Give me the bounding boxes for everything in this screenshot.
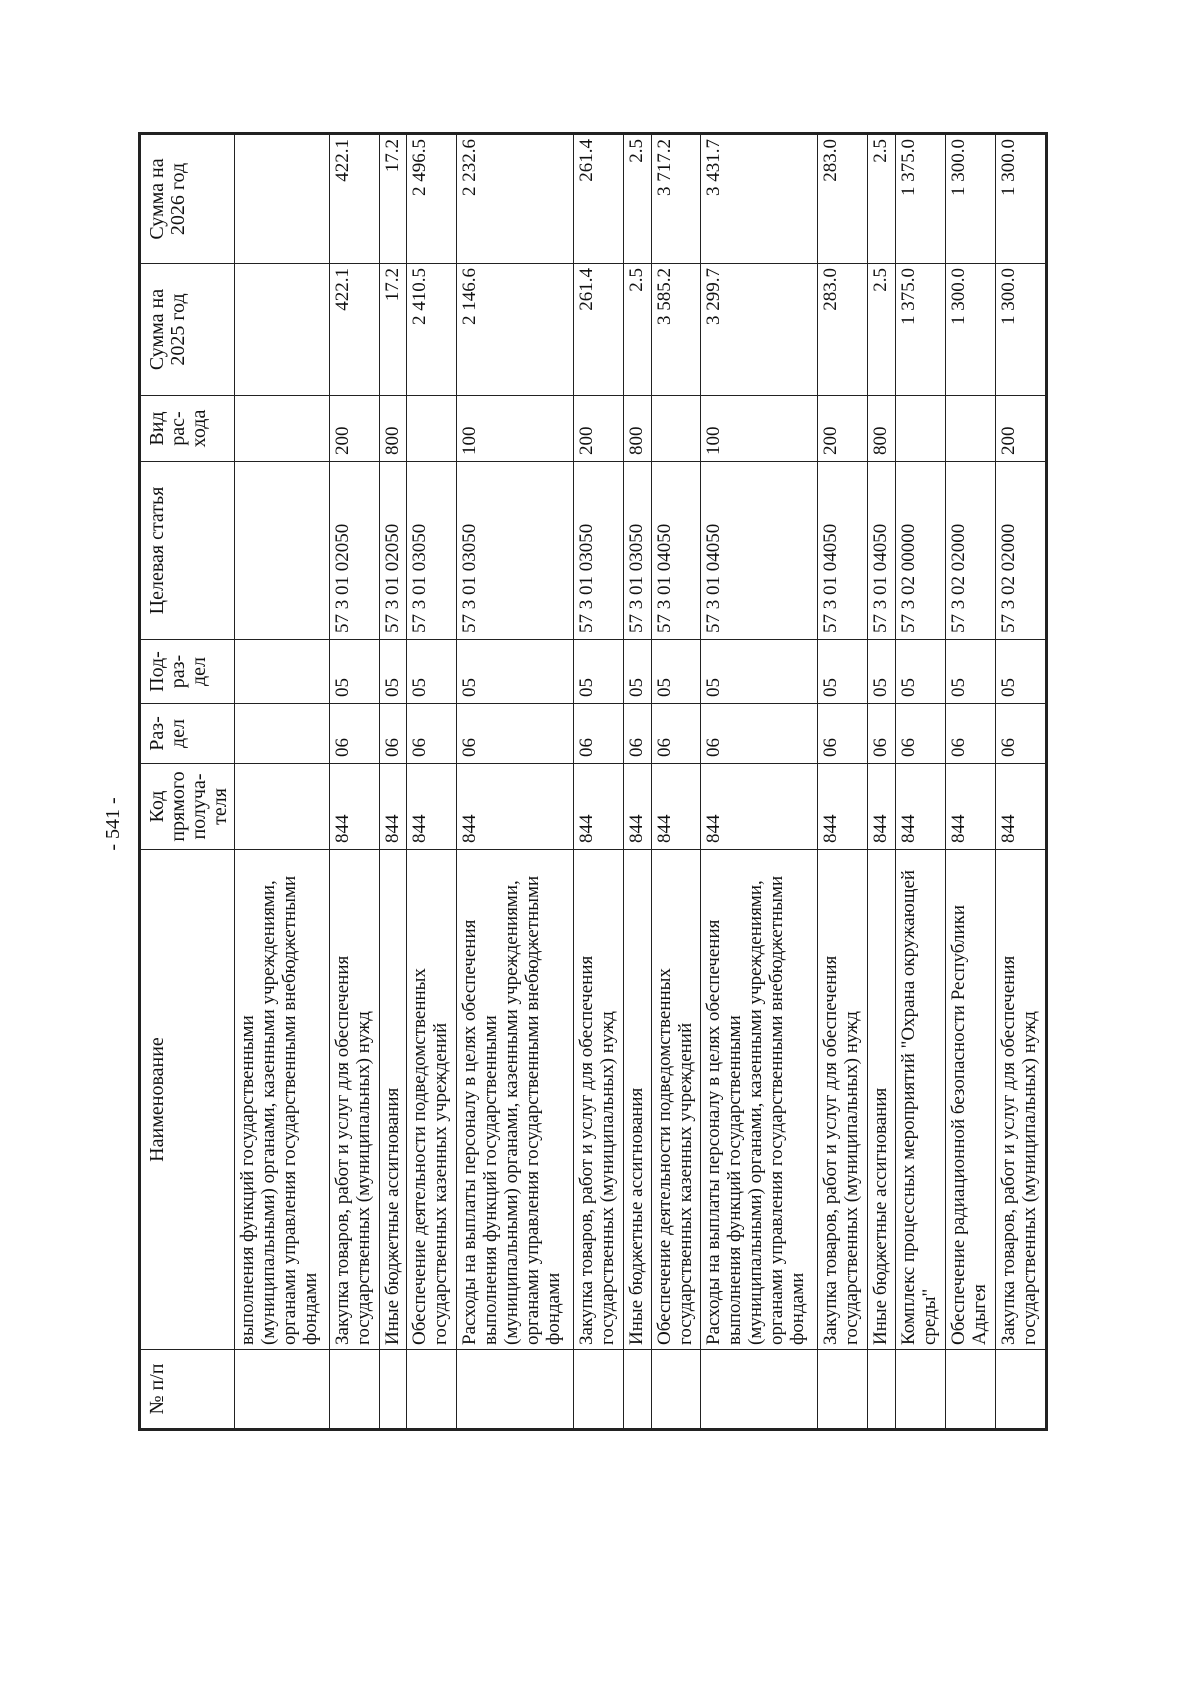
cell-no — [995, 1350, 1046, 1430]
cell-name: Закупка товаров, работ и услуг для обеспечения государственных (муниципальных) нужд — [329, 850, 379, 1350]
cell-sum-2026: 1 375.0 — [895, 134, 945, 264]
table-body — [235, 134, 1047, 1430]
cell-no — [868, 1350, 896, 1430]
cell-no — [651, 1350, 701, 1430]
cell-name: выполнения функций государственными (муниципальными) органами, казенными учреждениями, органами управления государственными внебюджетными фондами — [235, 850, 330, 1350]
cell-subsection: 05 — [895, 640, 945, 704]
cell-expense-type: 800 — [868, 396, 896, 462]
cell-subsection: 05 — [329, 640, 379, 704]
cell-sum-2026: 1 300.0 — [945, 134, 995, 264]
cell-article: 57 3 01 04050 — [868, 462, 896, 640]
cell-subsection: 05 — [407, 640, 457, 704]
cell-name: Расходы на выплаты персоналу в целях обеспечения выполнения функций государственными (муниципальными) органами, казенными учреждениями, органами управления государственными внебюджетными фондами — [701, 850, 818, 1350]
table-row — [573, 134, 623, 1430]
cell-name: Обеспечение деятельности подведомственных государственных казенных учреждений — [407, 850, 457, 1350]
cell-article: 57 3 01 04050 — [651, 462, 701, 640]
cell-article: 57 3 02 02000 — [995, 462, 1046, 640]
cell-name: Иные бюджетные ассигнования — [623, 850, 651, 1350]
cell-subsection: 05 — [573, 640, 623, 704]
cell-recipient: 844 — [701, 764, 818, 850]
cell-article: 57 3 02 00000 — [895, 462, 945, 640]
cell-section: 06 — [651, 704, 701, 764]
cell-expense-type: 200 — [995, 396, 1046, 462]
cell-sum-2025: 1 300.0 — [945, 264, 995, 396]
cell-article: 57 3 01 04050 — [818, 462, 868, 640]
cell-expense-type: 100 — [701, 396, 818, 462]
cell-article: 57 3 01 03050 — [623, 462, 651, 640]
cell-name: Закупка товаров, работ и услуг для обеспечения государственных (муниципальных) нужд — [995, 850, 1046, 1350]
cell-expense-type: 800 — [623, 396, 651, 462]
cell-section: 06 — [573, 704, 623, 764]
cell-subsection: 05 — [379, 640, 407, 704]
cell-subsection: 05 — [651, 640, 701, 704]
cell-recipient — [235, 764, 330, 850]
cell-section: 06 — [329, 704, 379, 764]
cell-section: 06 — [868, 704, 896, 764]
cell-sum-2025: 3 585.2 — [651, 264, 701, 396]
cell-recipient: 844 — [651, 764, 701, 850]
cell-no — [623, 1350, 651, 1430]
table-row — [945, 134, 995, 1430]
cell-section: 06 — [818, 704, 868, 764]
cell-subsection: 05 — [818, 640, 868, 704]
cell-no — [573, 1350, 623, 1430]
cell-sum-2025: 2.5 — [868, 264, 896, 396]
cell-expense-type: 200 — [573, 396, 623, 462]
cell-sum-2026 — [235, 134, 330, 264]
cell-section: 06 — [623, 704, 651, 764]
cell-sum-2025: 2 146.6 — [457, 264, 574, 396]
cell-section: 06 — [407, 704, 457, 764]
header-expense-type: Вид рас-хода — [140, 396, 235, 462]
cell-section: 06 — [995, 704, 1046, 764]
cell-no — [407, 1350, 457, 1430]
cell-recipient: 844 — [379, 764, 407, 850]
cell-article: 57 3 01 03050 — [457, 462, 574, 640]
cell-no — [329, 1350, 379, 1430]
cell-expense-type — [651, 396, 701, 462]
cell-sum-2026: 2 496.5 — [407, 134, 457, 264]
cell-sum-2026: 3 717.2 — [651, 134, 701, 264]
cell-sum-2025: 3 299.7 — [701, 264, 818, 396]
cell-expense-type — [407, 396, 457, 462]
cell-article: 57 3 01 02050 — [329, 462, 379, 640]
table-row — [995, 134, 1046, 1430]
cell-no — [457, 1350, 574, 1430]
cell-section: 06 — [701, 704, 818, 764]
table-row — [457, 134, 574, 1430]
page-number: - 541 - — [102, 797, 124, 851]
cell-name: Закупка товаров, работ и услуг для обеспечения государственных (муниципальных) нужд — [573, 850, 623, 1350]
cell-sum-2025: 1 375.0 — [895, 264, 945, 396]
cell-article: 57 3 01 04050 — [701, 462, 818, 640]
header-name: Наименование — [140, 850, 235, 1350]
cell-recipient: 844 — [868, 764, 896, 850]
cell-sum-2026: 2.5 — [868, 134, 896, 264]
cell-subsection: 05 — [701, 640, 818, 704]
cell-expense-type: 800 — [379, 396, 407, 462]
cell-article: 57 3 01 03050 — [407, 462, 457, 640]
table-row — [818, 134, 868, 1430]
cell-subsection — [235, 640, 330, 704]
header-section: Раз-дел — [140, 704, 235, 764]
cell-recipient: 844 — [457, 764, 574, 850]
budget-table — [138, 132, 1048, 1431]
cell-sum-2025: 17.2 — [379, 264, 407, 396]
cell-sum-2026: 2 232.6 — [457, 134, 574, 264]
table-header-row — [140, 134, 235, 1430]
header-sum-2025: Сумма на 2025 год — [140, 264, 235, 396]
header-recipient: Код прямого получа-теля — [140, 764, 235, 850]
cell-section: 06 — [379, 704, 407, 764]
cell-recipient: 844 — [573, 764, 623, 850]
cell-article: 57 3 01 03050 — [573, 462, 623, 640]
cell-no — [235, 1350, 330, 1430]
table-row — [235, 134, 330, 1430]
table-row — [329, 134, 379, 1430]
cell-recipient: 844 — [995, 764, 1046, 850]
cell-sum-2025: 2 410.5 — [407, 264, 457, 396]
table-row — [407, 134, 457, 1430]
cell-recipient: 844 — [945, 764, 995, 850]
cell-expense-type — [235, 396, 330, 462]
cell-subsection: 05 — [945, 640, 995, 704]
cell-subsection: 05 — [457, 640, 574, 704]
table-row — [623, 134, 651, 1430]
header-no: № п/п — [140, 1350, 235, 1430]
rotated-table-wrapper — [138, 135, 1048, 1431]
cell-name: Комплекс процессных мероприятий "Охрана окружающей среды" — [895, 850, 945, 1350]
header-sum-2026: Сумма на 2026 год — [140, 134, 235, 264]
cell-sum-2026: 17.2 — [379, 134, 407, 264]
cell-subsection: 05 — [868, 640, 896, 704]
cell-expense-type: 100 — [457, 396, 574, 462]
cell-recipient: 844 — [818, 764, 868, 850]
cell-sum-2026: 283.0 — [818, 134, 868, 264]
cell-subsection: 05 — [623, 640, 651, 704]
cell-sum-2026: 1 300.0 — [995, 134, 1046, 264]
cell-name: Обеспечение радиационной безопасности Республики Адыгея — [945, 850, 995, 1350]
table-row — [651, 134, 701, 1430]
cell-sum-2025: 261.4 — [573, 264, 623, 396]
cell-recipient: 844 — [623, 764, 651, 850]
cell-section: 06 — [895, 704, 945, 764]
table-row — [895, 134, 945, 1430]
cell-article: 57 3 01 02050 — [379, 462, 407, 640]
cell-article — [235, 462, 330, 640]
cell-sum-2026: 3 431.7 — [701, 134, 818, 264]
cell-sum-2026: 261.4 — [573, 134, 623, 264]
cell-sum-2025 — [235, 264, 330, 396]
table-row — [701, 134, 818, 1430]
cell-no — [895, 1350, 945, 1430]
cell-name: Иные бюджетные ассигнования — [379, 850, 407, 1350]
table-row — [868, 134, 896, 1430]
cell-name: Расходы на выплаты персоналу в целях обеспечения выполнения функций государственными (муниципальными) органами, казенными учреждениями, органами управления государственными внебюджетными фондами — [457, 850, 574, 1350]
cell-subsection: 05 — [995, 640, 1046, 704]
cell-name: Обеспечение деятельности подведомственных государственных казенных учреждений — [651, 850, 701, 1350]
cell-recipient: 844 — [407, 764, 457, 850]
cell-name: Иные бюджетные ассигнования — [868, 850, 896, 1350]
cell-name: Закупка товаров, работ и услуг для обеспечения государственных (муниципальных) нужд — [818, 850, 868, 1350]
cell-recipient: 844 — [329, 764, 379, 850]
cell-expense-type — [945, 396, 995, 462]
cell-section: 06 — [945, 704, 995, 764]
cell-expense-type — [895, 396, 945, 462]
cell-sum-2025: 1 300.0 — [995, 264, 1046, 396]
cell-sum-2026: 422.1 — [329, 134, 379, 264]
cell-section — [235, 704, 330, 764]
cell-sum-2025: 283.0 — [818, 264, 868, 396]
cell-article: 57 3 02 02000 — [945, 462, 995, 640]
header-subsection: Под-раз-дел — [140, 640, 235, 704]
cell-sum-2026: 2.5 — [623, 134, 651, 264]
cell-expense-type: 200 — [329, 396, 379, 462]
cell-section: 06 — [457, 704, 574, 764]
cell-no — [818, 1350, 868, 1430]
cell-expense-type: 200 — [818, 396, 868, 462]
table-row — [379, 134, 407, 1430]
cell-sum-2025: 2.5 — [623, 264, 651, 396]
header-article: Целевая статья — [140, 462, 235, 640]
cell-sum-2025: 422.1 — [329, 264, 379, 396]
cell-no — [945, 1350, 995, 1430]
cell-recipient: 844 — [895, 764, 945, 850]
cell-no — [379, 1350, 407, 1430]
cell-no — [701, 1350, 818, 1430]
